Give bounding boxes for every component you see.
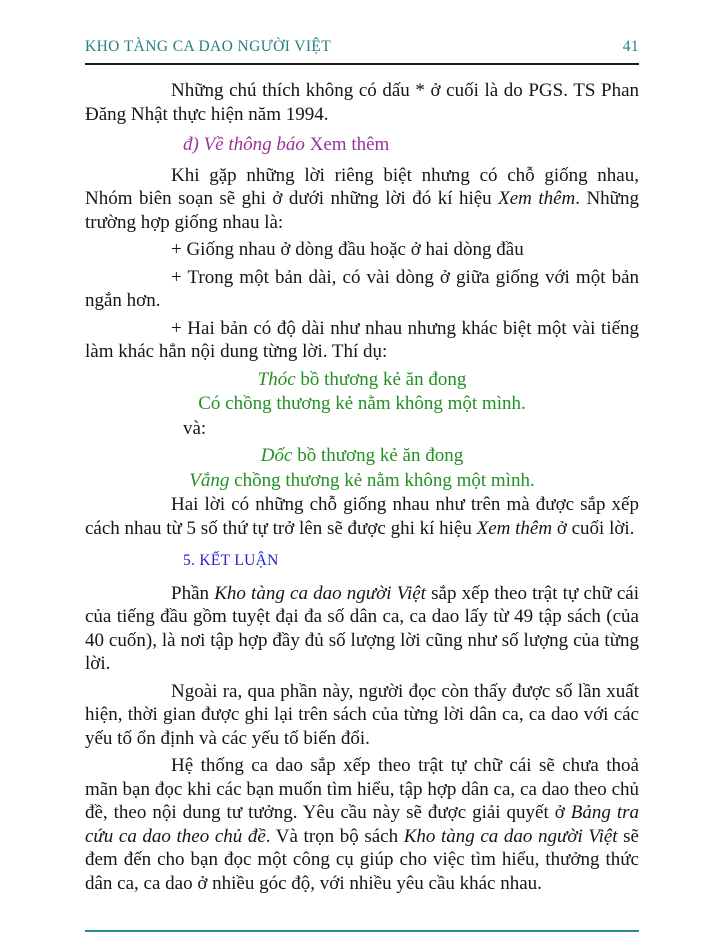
text-segment: + Hai bản có độ dài như nhau nhưng khác biệt một vài tiếng làm khác hẳn nội dung từng lời. Thí dụ: <box>85 317 639 362</box>
text-segment: Kho tàng ca dao người Việt <box>214 582 426 604</box>
text-segment: Thóc <box>257 368 296 390</box>
verse-line <box>85 469 639 493</box>
paragraph <box>85 493 639 540</box>
paragraph <box>85 164 639 235</box>
text-segment: Bảng tra cứu ca dao theo chủ đề <box>85 802 639 847</box>
text-segment: + Trong một bản dài, có vài dòng ở giữa giống với một bản ngắn hơn. <box>85 266 639 311</box>
text-segment: 5. KẾT LUẬN <box>183 552 279 569</box>
section-heading <box>183 549 639 573</box>
text-segment: Ngoài ra, qua phần này, người đọc còn thấy được số lần xuất hiện, thời gian được ghi lại trên sách của từng lời dân ca, ca dao với các yếu tố ổn định và các yếu tố biến đổi. <box>85 680 639 749</box>
text-segment: sắp xếp theo trật tự chữ cái của tiếng đầu gồm tuyệt đại đa số dân ca, ca dao lấy từ 49 tập sách (của 40 cuốn), là nơi tập hợp đầy đủ số lượng lời cũng như số lượng của từng lời. <box>85 582 639 674</box>
text-segment: chồng thương kẻ nằm không một mình. <box>229 469 535 491</box>
page-header <box>85 38 639 65</box>
connector-label <box>183 417 639 441</box>
text-segment: đ) Về thông báo <box>183 134 310 155</box>
verse-line <box>85 392 639 416</box>
text-segment: Khi gặp những lời riêng biệt nhưng có chỗ giống nhau, Nhóm biên soạn sẽ ghi ở dưới những lời đó kí hiệu <box>85 164 639 209</box>
text-segment: Hệ thống ca dao sắp xếp theo trật tự chữ cái sẽ chưa thoả mãn bạn đọc khi các bạn muốn tìm hiểu, tập hợp dân ca, ca dao theo chủ đề, theo nội dung tư tưởng. Yêu cầu này sẽ được giải quyết ở <box>85 755 639 823</box>
section-heading <box>183 133 639 157</box>
text-segment: Dốc <box>260 445 293 466</box>
text-segment: Vắng <box>189 469 230 491</box>
footer-rule <box>85 930 639 932</box>
text-segment: . Và trọn bộ sách <box>265 825 404 847</box>
paragraph <box>85 317 639 364</box>
text-segment: ở cuối lời. <box>552 517 635 539</box>
paragraph <box>85 754 639 895</box>
text-segment: bồ thương kẻ ăn đong <box>292 445 464 466</box>
text-segment: Kho tàng ca dao người Việt <box>403 825 618 847</box>
page-number: 41 <box>622 38 639 55</box>
text-segment: + Giống nhau ở dòng đầu hoặc ở hai dòng đầu <box>171 239 524 260</box>
verse-line <box>85 368 639 392</box>
text-segment: bồ thương kẻ ăn đong <box>295 368 467 390</box>
paragraph <box>85 680 639 751</box>
text-segment: Xem thêm <box>476 517 553 539</box>
paragraph <box>85 79 639 126</box>
verse-line <box>85 444 639 468</box>
text-segment: . Những trường hợp giống nhau là: <box>85 188 639 233</box>
text-segment: Xem thêm <box>309 134 390 155</box>
text-segment: Xem thêm <box>498 188 576 209</box>
text-segment: Có chồng thương kẻ nằm không một mình. <box>198 393 526 414</box>
text-segment: và: <box>183 417 207 439</box>
text-segment: sẽ đem đến cho bạn đọc một công cụ giúp cho việc tìm hiểu, thưởng thức dân ca, ca dao ở nhiều góc độ, với nhiều yêu cầu khác nhau. <box>85 825 639 894</box>
text-segment: Hai lời có những chỗ giống nhau như trên mà được sắp xếp cách nhau từ 5 số thứ tự trở lên sẽ được ghi kí hiệu <box>85 494 639 539</box>
paragraph <box>85 238 639 262</box>
paragraph <box>85 582 639 676</box>
paragraph <box>85 266 639 313</box>
content <box>85 79 639 895</box>
running-title: KHO TÀNG CA DAO NGƯỜI VIỆT <box>85 38 332 55</box>
text-segment: Những chú thích không có dấu * ở cuối là do PGS. TS Phan Đăng Nhật thực hiện năm 1994. <box>85 80 639 125</box>
text-segment: Phần <box>171 582 215 604</box>
